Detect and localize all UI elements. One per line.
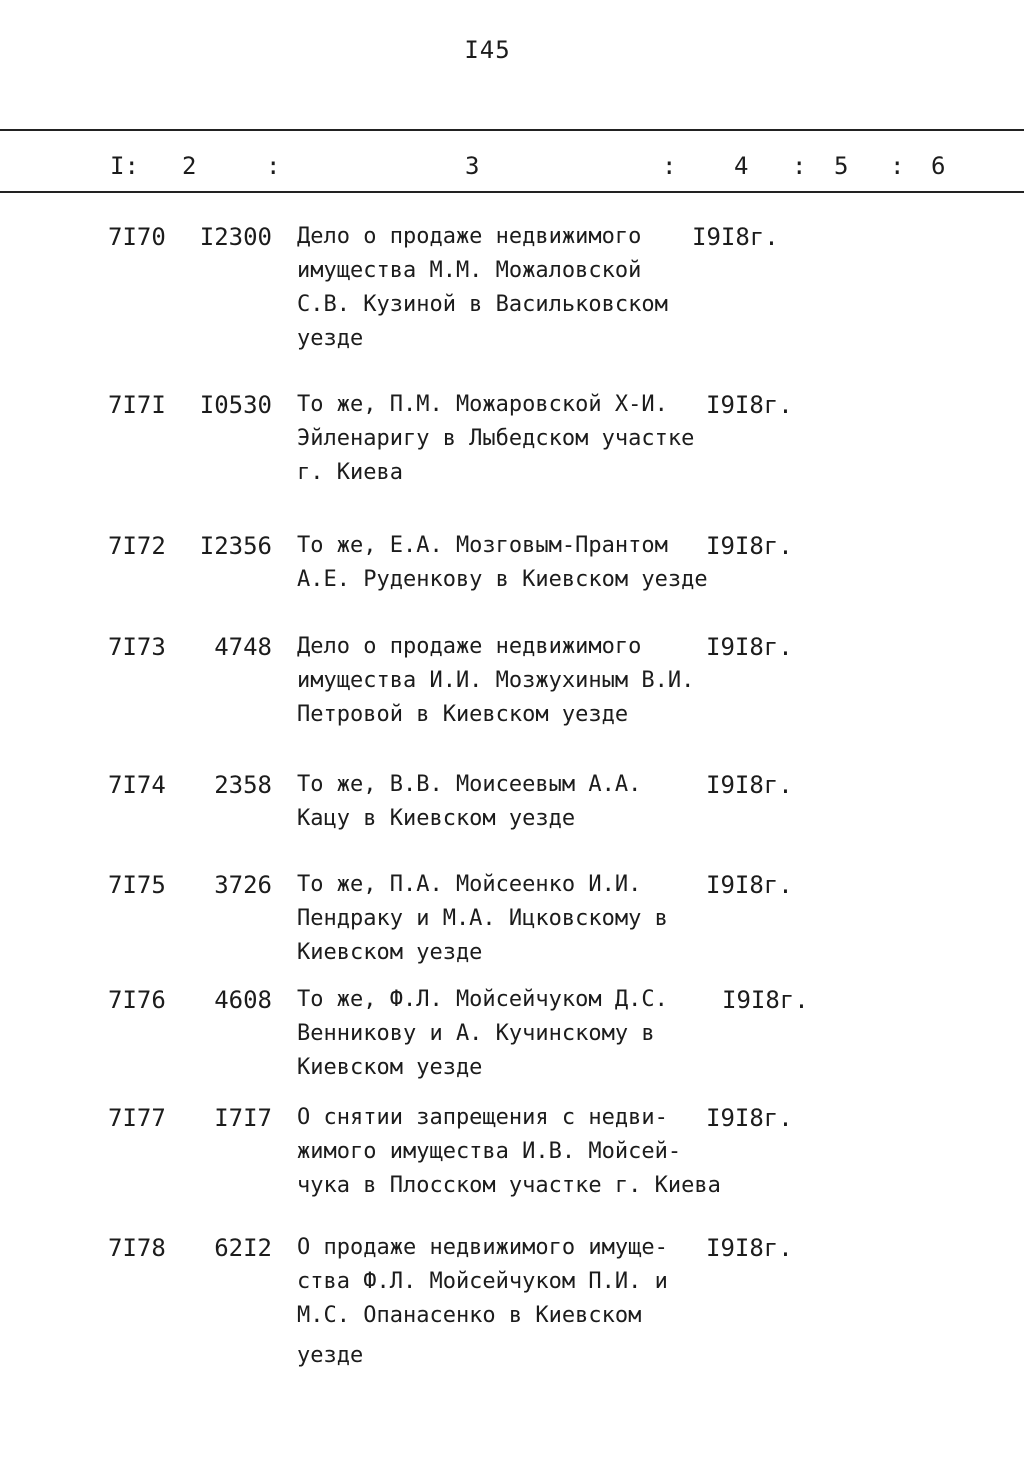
entry-title: [297, 768, 697, 836]
entry-title: [297, 220, 697, 356]
entry-title-line: То же, П.М. Можаровской Х-И.: [297, 392, 668, 417]
entry-title-line: имущества И.И. Мозжухиным В.И.: [297, 668, 695, 693]
entry-title-line: Киевском уезде: [297, 1055, 483, 1080]
entry-title-line: С.В. Кузиной в Васильковском: [297, 292, 668, 317]
entry-title-line: Дело о продаже недвижимого: [297, 634, 642, 659]
entry-title-line: То же, Е.А. Мозговым-Прантом: [297, 533, 668, 558]
entry-archive-number: 3726: [214, 871, 272, 899]
entry-date: I9I8г.: [706, 1234, 793, 1262]
entry-number: 7I77: [108, 1104, 166, 1132]
entry-title-line: жимого имущества И.В. Мойсей-: [297, 1139, 682, 1164]
header-col4: 4: [734, 152, 749, 180]
entry-number: 7I72: [108, 532, 166, 560]
entry-date: I9I8г.: [706, 1104, 793, 1132]
entry-number: 7I7I: [108, 391, 166, 419]
entry-date: I9I8г.: [692, 223, 779, 251]
entry-title: [297, 630, 697, 732]
entry-title-line: То же, Ф.Л. Мойсейчуком Д.С.: [297, 987, 668, 1012]
page-number: I45: [464, 36, 511, 64]
entry-title-line: Дело о продаже недвижимого: [297, 224, 642, 249]
entry-archive-number: 4608: [214, 986, 272, 1014]
header-sep3: :: [792, 152, 807, 180]
header-col3: 3: [465, 152, 480, 180]
entry-title: [297, 529, 708, 597]
entry-title-line: Венникову и А. Кучинскому в: [297, 1021, 655, 1046]
entry-title-line: г. Киева: [297, 460, 403, 485]
entry-title-line: Эйленаригу в Лыбедском участке: [297, 426, 695, 451]
entry-number: 7I74: [108, 771, 166, 799]
header-sep4: :: [890, 152, 905, 180]
entry-archive-number: I2300: [199, 223, 272, 251]
entry-title: [297, 983, 697, 1085]
entry-number: 7I78: [108, 1234, 166, 1262]
entry-title: [297, 1101, 721, 1203]
entry-title-line: ства Ф.Л. Мойсейчуком П.И. и: [297, 1269, 668, 1294]
entry-title-line: О снятии запрещения с недви-: [297, 1105, 668, 1130]
entry-title-line: Пендраку и М.А. Ицковскому в: [297, 906, 668, 931]
entry-date: I9I8г.: [722, 986, 809, 1014]
entry-date: I9I8г.: [706, 771, 793, 799]
entry-date: I9I8г.: [706, 391, 793, 419]
entry-title-line: То же, В.В. Моисеевым А.А.: [297, 772, 642, 797]
header-col1: I:: [110, 152, 139, 180]
entry-title-line: А.Е. Руденкову в Киевском уезде: [297, 567, 708, 592]
entry-date: I9I8г.: [706, 633, 793, 661]
entry-title-line: Петровой в Киевском уезде: [297, 702, 629, 727]
entry-number: 7I76: [108, 986, 166, 1014]
entry-number: 7I70: [108, 223, 166, 251]
entry-title-line: уезде: [297, 326, 364, 351]
header-col5: 5: [834, 152, 849, 180]
entry-title: [297, 1231, 697, 1373]
entry-title-line: Кацу в Киевском уезде: [297, 806, 576, 831]
entry-title: [297, 868, 697, 970]
entry-number: 7I75: [108, 871, 166, 899]
entry-date: I9I8г.: [706, 871, 793, 899]
entry-archive-number: I0530: [199, 391, 272, 419]
header-col6: 6: [931, 152, 946, 180]
header-sep1: :: [266, 152, 281, 180]
entry-title-line: М.С. Опанасенко в Киевском: [297, 1303, 642, 1328]
entry-archive-number: 62I2: [214, 1234, 272, 1262]
entry-archive-number: I2356: [199, 532, 272, 560]
header-sep2: :: [662, 152, 677, 180]
entry-title-line: имущества М.М. Можаловской: [297, 258, 642, 283]
entry-archive-number: 2358: [214, 771, 272, 799]
header-col2: 2: [182, 152, 197, 180]
entry-title-line: Киевском уезде: [297, 940, 483, 965]
entry-archive-number: 4748: [214, 633, 272, 661]
entry-number: 7I73: [108, 633, 166, 661]
entry-title-line: То же, П.А. Мойсеенко И.И.: [297, 872, 642, 897]
entry-title-line: О продаже недвижимого имуще-: [297, 1235, 668, 1260]
entry-title-line: чука в Плосском участке г. Киева: [297, 1173, 721, 1198]
entry-date: I9I8г.: [706, 532, 793, 560]
entry-title: [297, 388, 697, 490]
entry-archive-number: I7I7: [214, 1104, 272, 1132]
entry-title-line: уезде: [297, 1343, 364, 1368]
